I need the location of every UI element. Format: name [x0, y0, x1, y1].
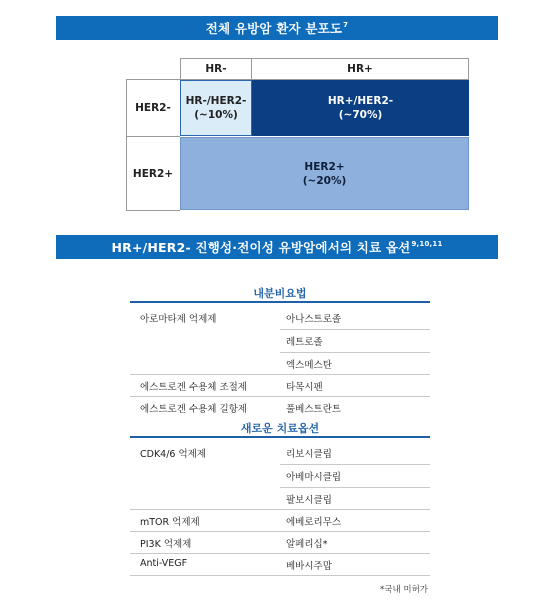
row-header-label: HER2+ [132, 167, 174, 180]
row-header-her2-positive [127, 137, 179, 210]
drug-name: 풀베스트란트 [286, 404, 342, 415]
drug-name: 타목시펜 [286, 382, 323, 393]
drug-class: 에스트로겐 수용체 길항제 [140, 404, 247, 415]
drug-name: 레트로졸 [286, 337, 323, 348]
drug-name: 아나스트로졸 [286, 314, 342, 325]
table-row [130, 487, 430, 509]
table-row [130, 374, 430, 396]
cell-hr-neg-her2-neg [180, 80, 252, 136]
cell-percentage: (~20%) [302, 174, 347, 187]
table-row [130, 464, 430, 486]
cell-hr-pos-her2-neg [252, 80, 469, 136]
drug-class: CDK4/6 억제제 [140, 449, 207, 460]
cell-percentage: (~70%) [338, 109, 383, 121]
col-header-hr-negative [180, 58, 252, 80]
drug-name: 리보시클립 [286, 449, 332, 460]
col-header-label: HR- [205, 63, 227, 75]
distribution-title-ref: 7 [343, 21, 349, 29]
row-header-her2-negative [127, 80, 179, 136]
col-header-hr-positive [251, 58, 469, 80]
footnote: *국내 미허가 [380, 585, 429, 595]
table-row [130, 553, 430, 575]
drug-class: 에스트로겐 수용체 조절제 [140, 382, 247, 393]
cell-percentage: (~10%) [194, 109, 238, 121]
treatment-options-title: HR+/HER2- 진행성·전이성 유방암에서의 치료 옵션 [111, 240, 411, 255]
drug-class: 아로마타제 억제제 [140, 314, 217, 325]
section-new-options-title: 새로운 치료옵션 [240, 422, 320, 435]
drug-name: 베바시주맙 [286, 561, 332, 572]
table-row [130, 396, 430, 418]
drug-name: 알페리십* [286, 539, 328, 550]
col-header-label: HR+ [347, 63, 373, 75]
cell-label: HR+/HER2- [327, 95, 394, 107]
drug-class: mTOR 억제제 [140, 517, 200, 528]
table-row [130, 531, 430, 553]
drug-name: 에베로리무스 [286, 517, 342, 528]
distribution-banner [56, 16, 498, 40]
treatment-options-title-ref: 9,10,11 [411, 240, 443, 248]
table-row [130, 509, 430, 531]
table-row [130, 306, 430, 328]
treatment-options-banner [56, 235, 498, 259]
section-rule [130, 436, 430, 438]
drug-name: 아베마시클립 [286, 472, 342, 483]
row-header-label: HER2- [135, 102, 171, 114]
table-row [130, 352, 430, 374]
drug-name: 엑스메스탄 [286, 360, 332, 371]
distribution-title: 전체 유방암 환자 분포도 [205, 21, 343, 36]
drug-class: PI3K 억제제 [140, 539, 192, 550]
cell-her2-positive [180, 137, 469, 210]
table-row [130, 329, 430, 351]
table-row [130, 441, 430, 463]
cell-label: HER2+ [304, 160, 345, 173]
cell-label: HR-/HER2- [185, 95, 247, 107]
section-rule [130, 301, 430, 303]
drug-class: Anti-VEGF [140, 558, 188, 569]
section-endocrine-therapy-title: 내분비요법 [253, 287, 307, 300]
drug-name: 팔보시클립 [286, 495, 332, 506]
